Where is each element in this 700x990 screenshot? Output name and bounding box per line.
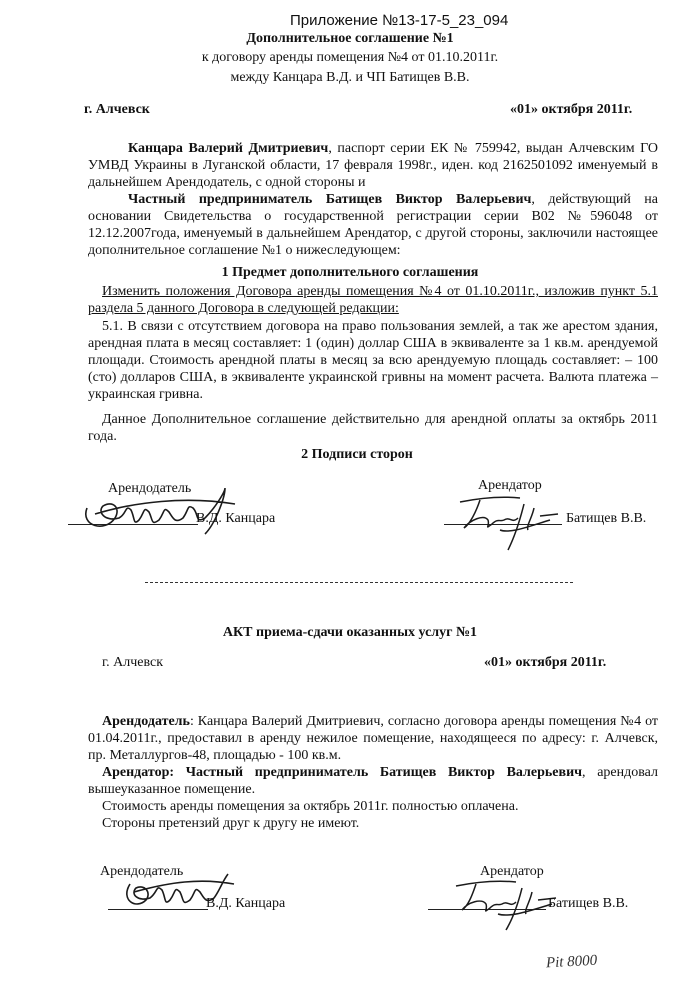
act-payment: Стоимость аренды помещения за октябрь 2011г. полностью оплачена. (102, 799, 519, 814)
act-tenant-name: : Частный предприниматель Батищев Виктор Валерьевич (169, 765, 583, 780)
agreement-tenant-label: Арендатор (478, 478, 542, 493)
act-landlord-signature (110, 862, 240, 922)
section1-title: 1 Предмет дополнительного соглашения (221, 265, 479, 280)
party1-text: , паспорт серии ЕК № 759942, выдан Алчевским ГО УМВД Украины в Луганской области, 17 февраля 1998г., иден. код 2162501092 именуемый в дальнейшем Арендодатель, с одной стороны и (88, 141, 658, 190)
agreement-landlord-label: Арендодатель (108, 481, 192, 496)
act-tenant-lead: Арендатор (102, 765, 170, 780)
agreement-city: г. Алчевск (84, 102, 150, 117)
act-landlord-label: Арендодатель (100, 864, 184, 879)
party2-text: , действующий на основании Свидетельства о государственной регистрации серии В02 №596048 от 12.12.2007года, именуемый в дальнейшем Арендатор, с другой стороны, заключили настоящее дополнительное соглашение №1 о нижеследующем: (88, 192, 658, 258)
act-tenant-sign: Батищев В.В. (548, 896, 629, 911)
validity-text: Данное Дополнительное соглашение действительно для арендной оплаты за октябрь 2011 года. (88, 412, 658, 444)
act-city: г. Алчевск (102, 655, 164, 670)
agreement-subtitle-2: между Канцара В.Д. и ЧП Батищев В.В. (230, 70, 470, 85)
party2-name: Частный предприниматель Батищев Виктор Валерьевич (128, 192, 532, 207)
act-date: «01» октября 2011г. (484, 655, 607, 670)
agreement-date: «01» октября 2011г. (510, 102, 633, 117)
act-tenant-label: Арендатор (480, 864, 544, 879)
agreement-tenant-sign: Батищев В.В. (566, 511, 647, 526)
handwritten-note: Pit 8000 (545, 952, 598, 972)
clause-5-1: 5.1. В связи с отсутствием договора на право пользования землей, а так же арестом здания, арендная плата в месяц составляет: 1 (один) доллар США в эквиваленте за 1 кв.м. арендуемой площади. Стоимость арендной платы в месяц за всю арендуемую площадь составляет: – 100 (сто) долларов США, в эквиваленте украинской гривны на момент расчета. Валюта платежа – украинская гривна. (88, 319, 658, 402)
act-landlord-paragraph (88, 713, 658, 764)
agreement-tenant-signature (440, 490, 570, 560)
act-no-claims: Стороны претензий друг к другу не имеют. (102, 816, 360, 831)
act-landlord-lead: Арендодатель (102, 714, 190, 729)
agreement-landlord-sign: В.Д. Канцара (196, 511, 276, 526)
act-title: АКТ приема-сдачи оказанных услуг №1 (222, 625, 478, 640)
section-divider (145, 582, 573, 583)
agreement-title: Дополнительное соглашение №1 (246, 31, 454, 46)
party2-paragraph (88, 191, 658, 259)
act-tenant-paragraph (88, 764, 658, 798)
agreement-subtitle-1: к договору аренды помещения №4 от 01.10.2011г. (201, 50, 499, 65)
party1-paragraph (88, 140, 658, 191)
act-tenant-text: , арендовал вышеуказанное помещение. (88, 765, 658, 797)
act-landlord-sign: В.Д. Канцара (206, 896, 286, 911)
act-landlord-text: : Канцара Валерий Дмитриевич, согласно договора аренды помещения №4 от 01.04.2011г., предоставил в аренду нежилое помещение, находящееся по адресу: г. Алчевск, пр. Металлургов-48, площадью - 100 кв.м. (88, 714, 658, 763)
party1-name: Канцара Валерий Дмитриевич (128, 141, 329, 156)
appendix-label: Приложение №13-17-5_23_094 (290, 12, 509, 29)
section1-text: Изменить положения Договора аренды помещения №4 от 01.10.2011г., изложив пункт 5.1 раздела 5 данного Договора в следующей редакции: (88, 284, 658, 316)
section2-title: 2 Подписи сторон (301, 447, 413, 462)
